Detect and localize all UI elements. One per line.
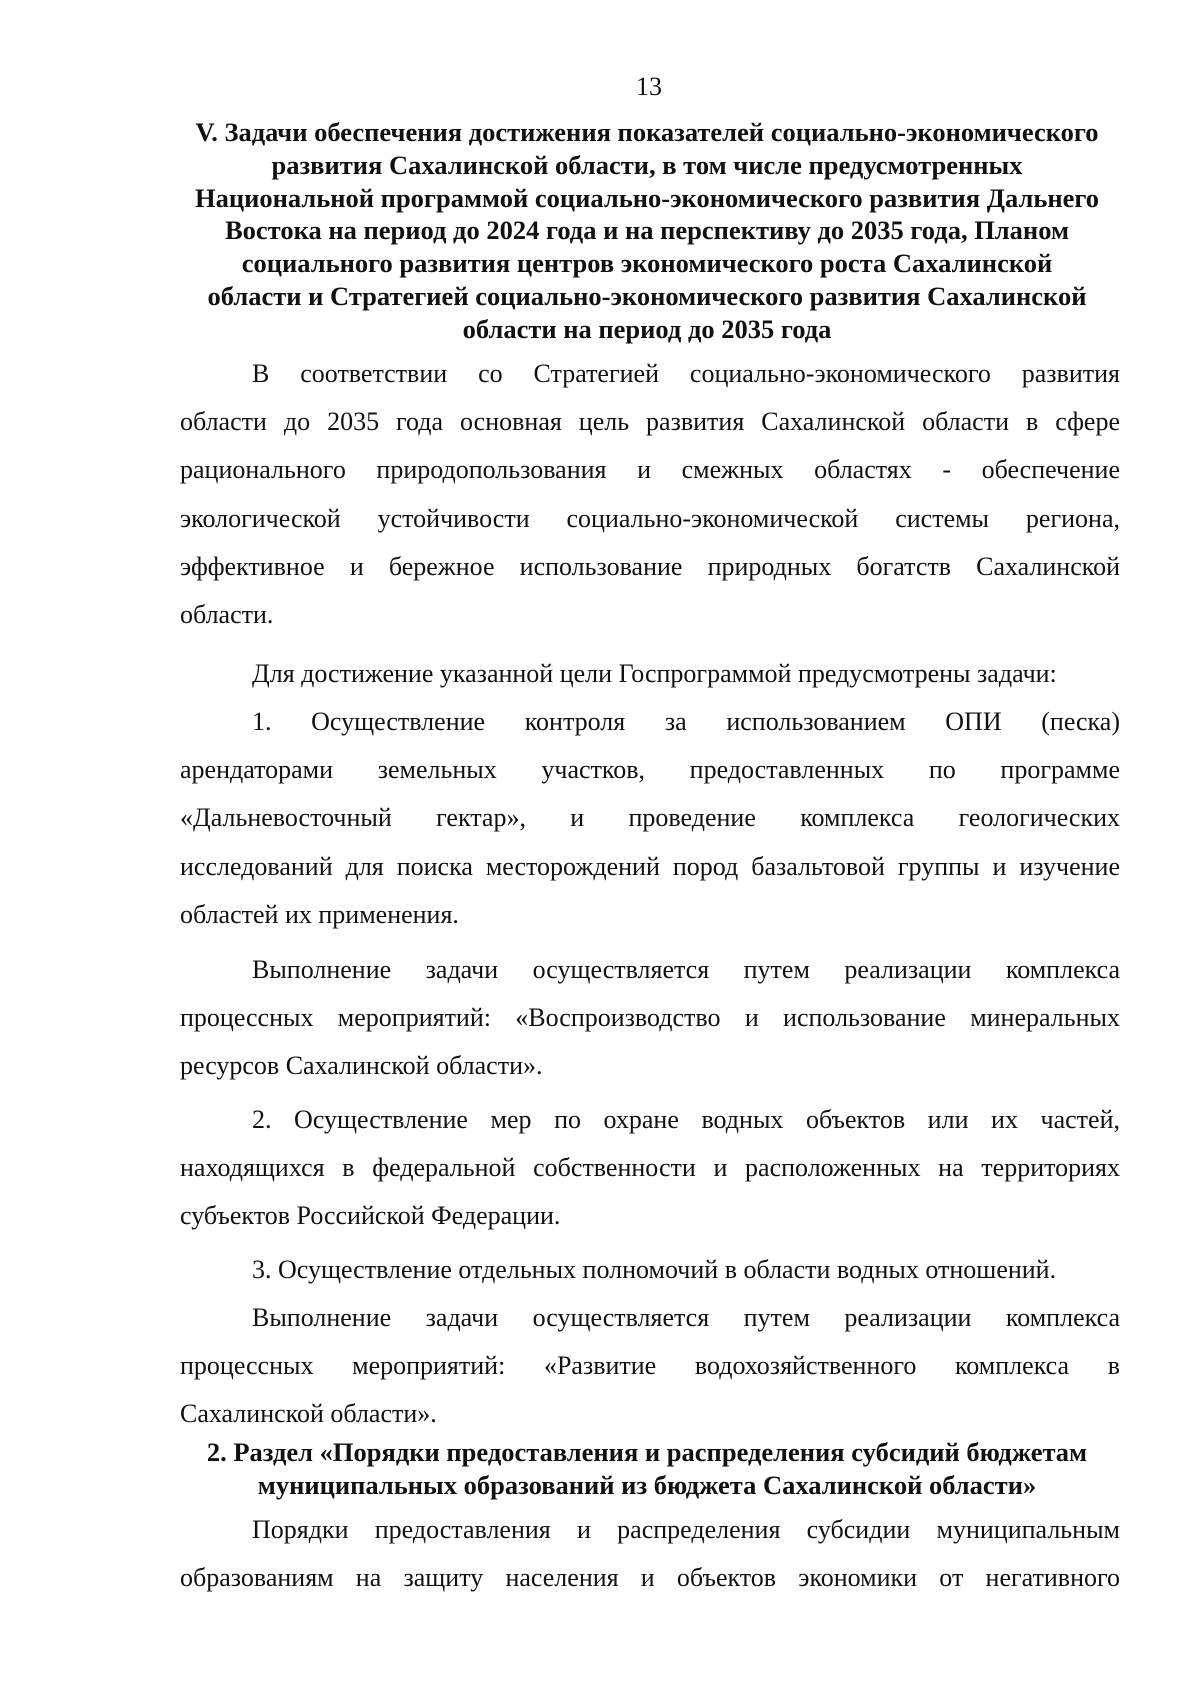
section-heading-line: развития Сахалинской области, в том числе предусмотренных	[271, 149, 1023, 180]
subsection-heading-line: муниципальных образований из бюджета Сахалинской области»	[257, 1470, 1037, 1500]
text-line: находящихся в федеральной собственности и расположенных на территориях	[180, 1153, 1120, 1183]
text-line: экологической устойчивости социально-экономической системы региона,	[180, 503, 1120, 533]
section-heading-line: Национальной программой социально-экономического развития Дальнего	[194, 182, 1099, 213]
subsection-heading	[170, 1436, 1124, 1502]
section-heading	[170, 116, 1124, 346]
text-line: эффективное и бережное использование природных богатств Сахалинской	[180, 551, 1120, 581]
section-heading-line: социального развития центров экономического роста Сахалинской	[241, 248, 1053, 279]
text-line: Выполнение задачи осуществляется путем реализации комплекса	[252, 955, 1120, 984]
text-line: области до 2035 года основная цель развития Сахалинской области в сфере	[180, 407, 1120, 437]
text-line: арендаторами земельных участков, предоставленных по программе	[180, 755, 1120, 785]
paragraph-tasks-intro	[180, 650, 1120, 698]
task-1-execution	[180, 946, 1120, 1091]
text-line: областей их применения.	[180, 899, 459, 929]
task-2	[180, 1096, 1120, 1241]
text-line: Выполнение задачи осуществляется путем реализации комплекса	[252, 1303, 1120, 1332]
section-heading-line: области и Стратегией социально-экономического развития Сахалинской	[207, 280, 1087, 311]
text-line: ресурсов Сахалинской области».	[180, 1051, 543, 1081]
page-number: 13	[636, 72, 662, 101]
text-line: процессных мероприятий: «Воспроизводство и использование минеральных	[180, 1003, 1120, 1033]
text-line: 1. Осуществление контроля за использованием ОПИ (песка)	[252, 707, 1120, 736]
text-line: Сахалинской области».	[180, 1399, 437, 1429]
text-line: субъектов Российской Федерации.	[180, 1201, 561, 1231]
section-heading-line: области на период до 2035 года	[462, 313, 832, 344]
text-line: Порядки предоставления и распределения субсидии муниципальным	[252, 1515, 1120, 1544]
text-line: образованиям на защиту населения и объектов экономики от негативного	[180, 1563, 1120, 1593]
task-3	[180, 1246, 1120, 1294]
text-line: Для достижение указанной цели Госпрограммой предусмотрены задачи:	[252, 659, 1057, 688]
subsection-heading-line: 2. Раздел «Порядки предоставления и распределения субсидий бюджетам	[206, 1437, 1088, 1467]
task-3-execution	[180, 1294, 1120, 1439]
text-line: «Дальневосточный гектар», и проведение комплекса геологических	[180, 803, 1120, 833]
text-line: области.	[180, 599, 274, 629]
text-line: исследований для поиска месторождений пород базальтовой группы и изучение	[180, 851, 1120, 881]
task-1	[180, 698, 1120, 939]
text-line: 2. Осуществление мер по охране водных объектов или их частей,	[252, 1105, 1120, 1134]
text-line: рационального природопользования и смежных областях - обеспечение	[180, 455, 1120, 485]
text-line: 3. Осуществление отдельных полномочий в области водных отношений.	[252, 1255, 1057, 1284]
paragraph-strategy-goal	[180, 350, 1120, 639]
paragraph-subsidies	[180, 1506, 1120, 1602]
section-heading-line: Востока на период до 2024 года и на перспективу до 2035 года, Планом	[225, 215, 1069, 246]
text-line: В соответствии со Стратегией социально-экономического развития	[252, 359, 1120, 388]
text-line: процессных мероприятий: «Развитие водохозяйственного комплекса в	[180, 1351, 1120, 1381]
section-heading-line: V. Задачи обеспечения достижения показателей социально-экономического	[195, 117, 1099, 147]
